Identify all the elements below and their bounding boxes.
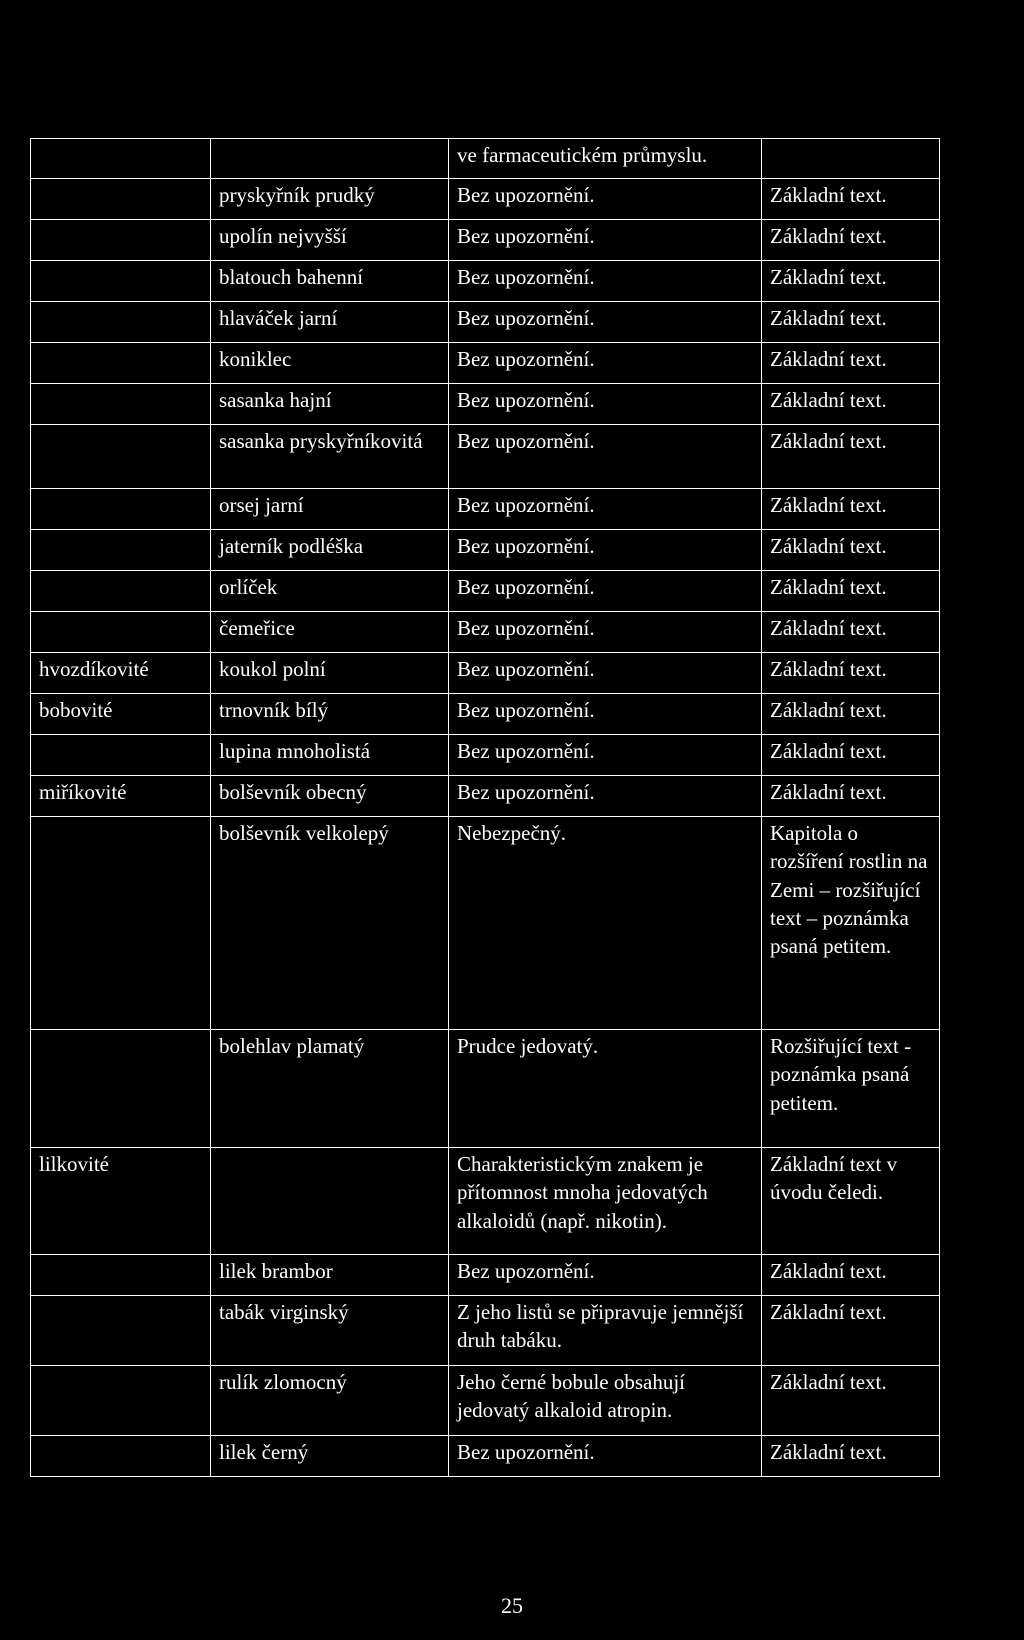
family-cell: [31, 489, 211, 530]
family-cell: [31, 220, 211, 261]
warning-cell: Jeho černé bobule obsahují jedovatý alkaloid atropin.: [449, 1366, 762, 1436]
note-cell: Základní text.: [762, 571, 940, 612]
table-row: [31, 1148, 940, 1255]
family-cell: [31, 139, 211, 179]
note-cell: [762, 139, 940, 179]
species-cell: jaterník podléška: [211, 530, 449, 571]
table-row: [31, 776, 940, 817]
note-cell: Základní text.: [762, 1255, 940, 1296]
warning-cell: Bez upozornění.: [449, 530, 762, 571]
species-cell: blatouch bahenní: [211, 261, 449, 302]
species-cell: koukol polní: [211, 653, 449, 694]
family-cell: [31, 261, 211, 302]
note-cell: Základní text.: [762, 179, 940, 220]
note-cell: Základní text v úvodu čeledi.: [762, 1148, 940, 1255]
species-cell: čemeřice: [211, 612, 449, 653]
note-cell: Základní text.: [762, 343, 940, 384]
species-cell: bolehlav plamatý: [211, 1030, 449, 1148]
species-cell: koniklec: [211, 343, 449, 384]
table-row: [31, 653, 940, 694]
family-cell: [31, 1436, 211, 1477]
table-row: [31, 817, 940, 1030]
family-cell: [31, 1030, 211, 1148]
table-row: [31, 261, 940, 302]
note-cell: Základní text.: [762, 384, 940, 425]
table-row: [31, 179, 940, 220]
table-row: [31, 612, 940, 653]
table-row: [31, 489, 940, 530]
species-cell: lupina mnoholistá: [211, 735, 449, 776]
species-cell: sasanka hajní: [211, 384, 449, 425]
species-cell: [211, 139, 449, 179]
family-cell: [31, 530, 211, 571]
warning-cell: Bez upozornění.: [449, 1436, 762, 1477]
family-cell: [31, 1366, 211, 1436]
note-cell: Základní text.: [762, 425, 940, 489]
table-body: [31, 139, 940, 1477]
table-row: [31, 571, 940, 612]
family-cell: bobovité: [31, 694, 211, 735]
warning-cell: Bez upozornění.: [449, 735, 762, 776]
note-cell: Základní text.: [762, 776, 940, 817]
family-cell: miříkovité: [31, 776, 211, 817]
species-cell: orlíček: [211, 571, 449, 612]
note-cell: Základní text.: [762, 735, 940, 776]
family-cell: [31, 817, 211, 1030]
warning-cell: Bez upozornění.: [449, 425, 762, 489]
note-cell: Kapitola o rozšíření rostlin na Zemi – rozšiřující text – poznámka psaná petitem.: [762, 817, 940, 1030]
species-cell: trnovník bílý: [211, 694, 449, 735]
warning-cell: ve farmaceutickém průmyslu.: [449, 139, 762, 179]
family-cell: lilkovité: [31, 1148, 211, 1255]
family-cell: [31, 384, 211, 425]
family-cell: [31, 1255, 211, 1296]
note-cell: Základní text.: [762, 694, 940, 735]
table-row: [31, 220, 940, 261]
species-cell: bolševník velkolepý: [211, 817, 449, 1030]
table-row: [31, 735, 940, 776]
warning-cell: Bez upozornění.: [449, 612, 762, 653]
table-row: [31, 1296, 940, 1366]
warning-cell: Nebezpečný.: [449, 817, 762, 1030]
species-cell: hlaváček jarní: [211, 302, 449, 343]
note-cell: Základní text.: [762, 530, 940, 571]
warning-cell: Bez upozornění.: [449, 343, 762, 384]
note-cell: Základní text.: [762, 1366, 940, 1436]
warning-cell: Bez upozornění.: [449, 179, 762, 220]
family-cell: [31, 343, 211, 384]
family-cell: [31, 302, 211, 343]
warning-cell: Charakteristickým znakem je přítomnost mnoha jedovatých alkaloidů (např. nikotin).: [449, 1148, 762, 1255]
note-cell: Základní text.: [762, 653, 940, 694]
species-cell: pryskyřník prudký: [211, 179, 449, 220]
note-cell: Základní text.: [762, 302, 940, 343]
family-cell: [31, 1296, 211, 1366]
species-cell: sasanka pryskyřníkovitá: [211, 425, 449, 489]
warning-cell: Bez upozornění.: [449, 653, 762, 694]
family-cell: [31, 735, 211, 776]
table-row: [31, 302, 940, 343]
warning-cell: Prudce jedovatý.: [449, 1030, 762, 1148]
table-row: [31, 139, 940, 179]
species-cell: lilek černý: [211, 1436, 449, 1477]
note-cell: Rozšiřující text - poznámka psaná petitem.: [762, 1030, 940, 1148]
warning-cell: Bez upozornění.: [449, 489, 762, 530]
note-cell: Základní text.: [762, 261, 940, 302]
warning-cell: Z jeho listů se připravuje jemnější druh tabáku.: [449, 1296, 762, 1366]
warning-cell: Bez upozornění.: [449, 302, 762, 343]
warning-cell: Bez upozornění.: [449, 1255, 762, 1296]
family-cell: [31, 179, 211, 220]
table-row: [31, 530, 940, 571]
note-cell: Základní text.: [762, 612, 940, 653]
species-cell: upolín nejvyšší: [211, 220, 449, 261]
table-row: [31, 1255, 940, 1296]
species-cell: lilek brambor: [211, 1255, 449, 1296]
table-row: [31, 1366, 940, 1436]
table-row: [31, 694, 940, 735]
warning-cell: Bez upozornění.: [449, 220, 762, 261]
note-cell: Základní text.: [762, 1436, 940, 1477]
species-cell: tabák virginský: [211, 1296, 449, 1366]
table-row: [31, 384, 940, 425]
note-cell: Základní text.: [762, 1296, 940, 1366]
family-cell: [31, 571, 211, 612]
warning-cell: Bez upozornění.: [449, 694, 762, 735]
species-cell: rulík zlomocný: [211, 1366, 449, 1436]
page-number: 25: [501, 1593, 523, 1618]
table-row: [31, 343, 940, 384]
table-row: [31, 1436, 940, 1477]
family-cell: [31, 612, 211, 653]
family-cell: hvozdíkovité: [31, 653, 211, 694]
species-cell: bolševník obecný: [211, 776, 449, 817]
warning-cell: Bez upozornění.: [449, 384, 762, 425]
family-cell: [31, 425, 211, 489]
warning-cell: Bez upozornění.: [449, 571, 762, 612]
table-row: [31, 425, 940, 489]
note-cell: Základní text.: [762, 489, 940, 530]
note-cell: Základní text.: [762, 220, 940, 261]
warning-cell: Bez upozornění.: [449, 776, 762, 817]
plants-table: [30, 138, 940, 1477]
table-row: [31, 1030, 940, 1148]
warning-cell: Bez upozornění.: [449, 261, 762, 302]
species-cell: [211, 1148, 449, 1255]
species-cell: orsej jarní: [211, 489, 449, 530]
